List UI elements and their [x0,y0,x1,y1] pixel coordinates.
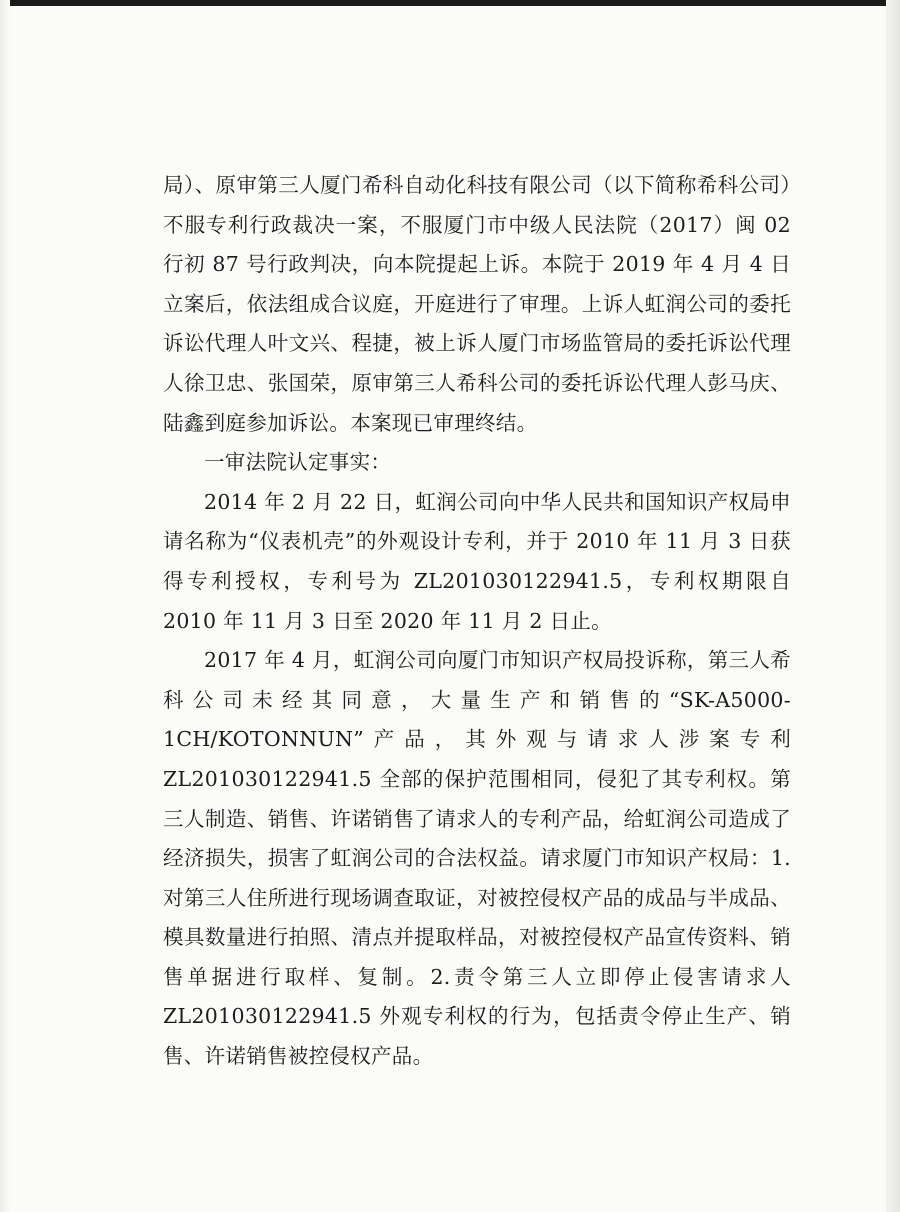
paragraph-patent-application: 2014 年 2 月 22 日，虹润公司向中华人民共和国知识产权局申请名称为“仪表机壳”的外观设计专利，并于 2010 年 11 月 3 日获得专利授权，专利号为 ZL201030122941.5，专利权期限自 2010 年 11 月 3 日至 2020 年 11 月 2 日止。 [163,489,791,633]
paragraph-first-instance-heading: 一审法院认定事实： [204,450,392,475]
document-body [163,166,791,1077]
scan-right-edge [886,0,900,1212]
paragraph-case-intro: 局）、原审第三人厦门希科自动化科技有限公司（以下简称希科公司）不服专利行政裁决一案，不服厦门市中级人民法院（2017）闽 02 行初 87 号行政判决，向本院提起上诉。本院于 2019 年 4 月 4 日立案后，依法组成合议庭，开庭进行了审理。上诉人虹润公司的委托诉讼代理人叶文兴、程捷，被上诉人厦门市场监管局的委托诉讼代理人徐卫忠、张国荣，原审第三人希科公司的委托诉讼代理人彭马庆、陆鑫到庭参加诉讼。本案现已审理终结。 [163,173,791,435]
scan-top-edge [0,0,900,6]
scan-left-shadow [0,0,10,1212]
paragraph-complaint: 2017 年 4 月，虹润公司向厦门市知识产权局投诉称，第三人希科公司未经其同意，大量生产和销售的“SK-A5000-1CH/KOTONNUN”产品，其外观与请求人涉案专利 ZL201030122941.5 全部的保护范围相同，侵犯了其专利权。第三人制造、销售、许诺销售了请求人的专利产品，给虹润公司造成了经济损失，损害了虹润公司的合法权益。请求厦门市知识产权局：1.对第三人住所进行现场调查取证，对被控侵权产品的成品与半成品、模具数量进行拍照、清点并提取样品，对被控侵权产品宣传资料、销售单据进行取样、复制。2.责令第三人立即停止侵害请求人 ZL201030122941.5 外观专利权的行为，包括责令停止生产、销售、许诺销售被控侵权产品。 [163,648,791,1069]
